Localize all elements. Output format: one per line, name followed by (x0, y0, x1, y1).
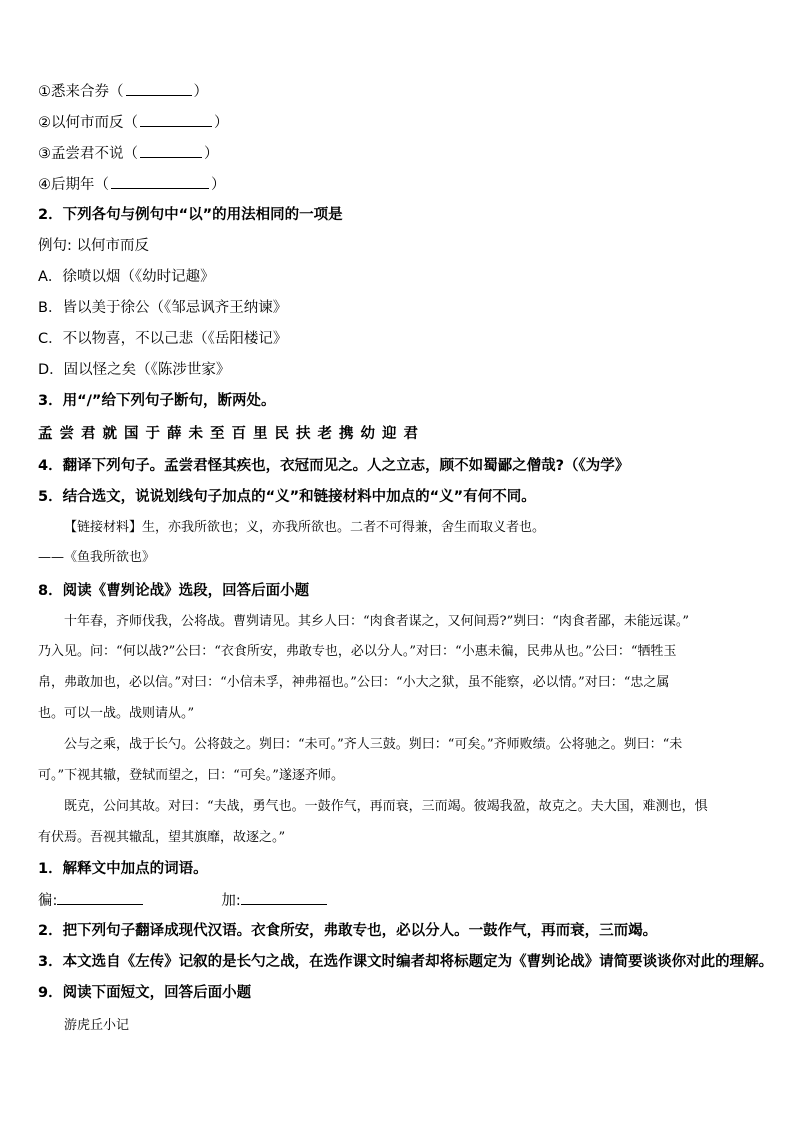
passage-line: 也。可以一战。战则请从。” (38, 706, 195, 721)
answer-blank[interactable] (111, 174, 209, 189)
bian-blank[interactable] (57, 890, 143, 905)
jia-blank[interactable] (241, 890, 327, 905)
section-8-title: 8．阅读《曹刿论战》选段，回答后面小题 (38, 583, 310, 599)
passage-line: 可。”下视其辙，登轼而望之，曰：“可矣。”遂逐齐师。 (38, 768, 344, 783)
passage-line: 帛，弗敢加也，必以信。”对曰：“小信未孚，神弗福也。”公曰：“小大之狱，虽不能察，必以情。”对曰：“忠之属 (38, 675, 670, 690)
item-3: ③孟尝君不说（ ） (38, 143, 758, 164)
passage-line: 十年春，齐师伐我，公将战。曹刿请见。其乡人曰：“肉食者谋之，又何间焉?”刿曰：“肉食者鄙，未能远谋。” (64, 614, 690, 629)
item-4: ④后期年（ ） (38, 174, 758, 195)
fill-in-row: 徧: 加: (38, 890, 758, 911)
option-c: C．不以物喜，不以己悲（《岳阳楼记》 (38, 331, 288, 347)
item-2: ②以何市而反（ ） (38, 112, 758, 133)
sub-question-1: 1．解释文中加点的词语。 (38, 861, 208, 877)
item-1: ①悉来合券（ ） (38, 81, 758, 102)
section-9-title: 9．阅读下面短文，回答后面小题 (38, 985, 252, 1001)
option-b: B．皆以美于徐公（《邹忌讽齐王纳谏》 (38, 300, 288, 316)
answer-blank[interactable] (140, 143, 202, 158)
answer-blank[interactable] (126, 81, 192, 96)
question-3-prompt: 3．用“/”给下列句子断句，断两处。 (38, 393, 276, 409)
essay-heading: 游虎丘小记 (64, 1018, 130, 1033)
question-2-prompt: 2．下列各句与例句中“以”的用法相同的一项是 (38, 207, 343, 223)
link-material-source: ——《鱼我所欲也》 (38, 550, 156, 565)
sub-question-2: 2．把下列句子翻译成现代汉语。衣食所安，弗敢专也，必以分人。一鼓作气，再而衰，三而竭。 (38, 923, 658, 939)
question-3-sentence: 孟尝君就国于薛未至百里民扶老携幼迎君 (38, 426, 425, 442)
option-d: D．固以怪之矣（《陈涉世家》 (38, 362, 231, 378)
sub-question-3: 3．本文选自《左传》记叙的是长勺之战，在选作课文时编者却将标题定为《曹刿论战》请简要谈谈你对此的理解。 (38, 954, 774, 970)
link-material: 【链接材料】生，亦我所欲也；义，亦我所欲也。二者不可得兼，舍生而取义者也。 (64, 520, 546, 535)
question-4-prompt: 4．翻译下列句子。孟尝君怪其疾也，衣冠而见之。人之立志，顾不如蜀鄙之僧哉?（《为学》 (38, 458, 630, 474)
question-5-prompt: 5．结合选文，说说划线句子加点的“义”和链接材料中加点的“义”有何不同。 (38, 489, 536, 505)
answer-blank[interactable] (140, 112, 212, 127)
option-a: A．徐喷以烟（《幼时记趣》 (38, 269, 215, 285)
question-2-example: 例句: 以何市而反 (38, 238, 149, 254)
passage-line: 乃入见。问：“何以战?”公曰：“衣食所安，弗敢专也，必以分人。”对曰：“小惠未徧，民弗从也。”公曰：“牺牲玉 (38, 644, 677, 659)
passage-line: 公与之乘，战于长勺。公将鼓之。刿曰：“未可。”齐人三鼓。刿曰：“可矣。”齐师败绩。公将驰之。刿曰：“未 (64, 737, 683, 752)
passage-line: 既克，公问其故。对曰：“夫战，勇气也。一鼓作气，再而衰，三而竭。彼竭我盈，故克之。夫大国，难测也，惧 (64, 799, 708, 814)
passage-line: 有伏焉。吾视其辙乱，望其旗靡，故逐之。” (38, 830, 286, 845)
